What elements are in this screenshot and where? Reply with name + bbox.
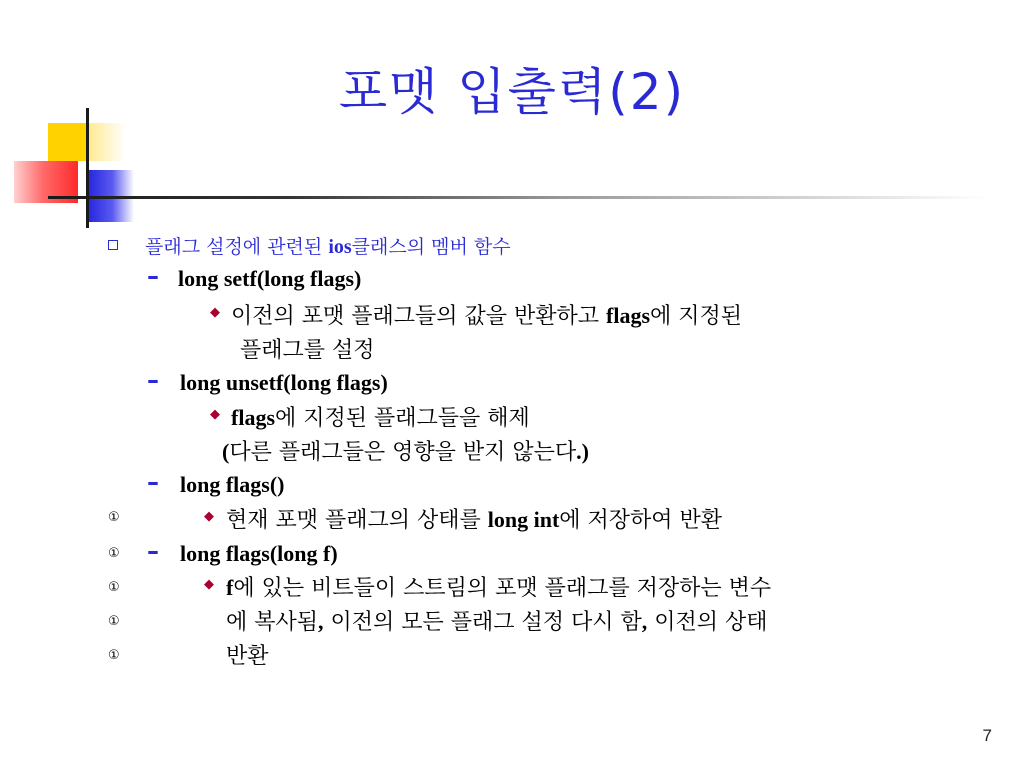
- signature-unsetf: [180, 370, 388, 396]
- desc-flags: [226, 503, 722, 534]
- marker-glyph: ①: [108, 648, 120, 663]
- desc-bold: flags: [231, 405, 275, 430]
- dash-bullet-icon: –: [147, 468, 159, 496]
- square-bullet-icon: [108, 240, 118, 250]
- desc-text: 이전의 포맷 플래그들의 값을 반환하고: [231, 304, 606, 329]
- desc-text: 에 저장하여 반환: [559, 508, 723, 533]
- diamond-bullet-icon: ◆: [210, 407, 220, 422]
- desc-text: 이전의 모든 플래그 설정 다시 함: [323, 610, 642, 635]
- signature-flags-f: [180, 541, 338, 567]
- desc-comma: ,: [641, 609, 648, 634]
- heading-text-ios: ios: [328, 236, 352, 258]
- desc-text: 에 지정된: [650, 304, 743, 329]
- slide-title: 포맷 입출력(2): [338, 63, 686, 121]
- signature-text: long setf(long flags): [178, 266, 362, 291]
- desc-flags-f-line3: [226, 639, 269, 670]
- desc-flags-f-line2: [226, 605, 768, 636]
- desc-text: 다른 플래그들은 영향을 받지 않는다: [229, 440, 577, 465]
- signature-text: long flags(): [180, 472, 285, 497]
- dash-bullet-icon: –: [147, 366, 159, 394]
- heading-line: [145, 232, 511, 259]
- signature-text: long flags(long f): [180, 541, 338, 566]
- desc-bold: flags: [606, 303, 650, 328]
- desc-setf-line2: [240, 333, 375, 364]
- paren-open: (: [222, 439, 230, 464]
- desc-text: 현재 포맷 플래그의 상태를: [226, 508, 488, 533]
- desc-text: 반환: [226, 644, 269, 669]
- desc-unsetf-line1: [231, 401, 530, 432]
- marker-glyph: ①: [108, 510, 120, 525]
- dash-bullet-icon: –: [147, 262, 159, 290]
- marker-glyph: ①: [108, 546, 120, 561]
- page-number: 7: [982, 726, 992, 745]
- paren-close: .): [576, 439, 589, 464]
- desc-unsetf-line2: [222, 435, 589, 466]
- signature-text: long unsetf(long flags): [180, 370, 388, 395]
- diamond-bullet-icon: ◆: [204, 509, 214, 524]
- desc-bold: long int: [487, 507, 560, 532]
- diamond-bullet-icon: ◆: [204, 577, 214, 592]
- desc-setf-line1: [231, 299, 742, 330]
- desc-flags-f-line1: [226, 571, 771, 602]
- diamond-bullet-icon: ◆: [210, 305, 220, 320]
- dash-bullet-icon: –: [147, 537, 159, 565]
- heading-text-post: 클래스의 멤버 함수: [351, 236, 511, 258]
- vertical-rule: [86, 108, 89, 228]
- desc-text: 플래그를 설정: [240, 338, 375, 363]
- signature-setf: [178, 266, 361, 292]
- desc-text: 에 지정된 플래그들을 해제: [275, 406, 530, 431]
- desc-text: 에 복사됨: [226, 610, 319, 635]
- desc-text: 에 있는 비트들이 스트림의 포맷 플래그를 저장하는 변수: [233, 576, 772, 601]
- desc-comma: ,: [318, 609, 324, 634]
- signature-flags: [180, 472, 285, 498]
- heading-text-pre: 플래그 설정에 관련된: [145, 236, 329, 258]
- desc-text: 이전의 상태: [647, 610, 768, 635]
- marker-glyph: ①: [108, 580, 120, 595]
- marker-glyph: ①: [108, 614, 120, 629]
- yellow-fade-block: [86, 123, 126, 161]
- horizontal-rule: [48, 196, 988, 199]
- desc-bold: f: [226, 575, 234, 600]
- yellow-square: [48, 123, 86, 161]
